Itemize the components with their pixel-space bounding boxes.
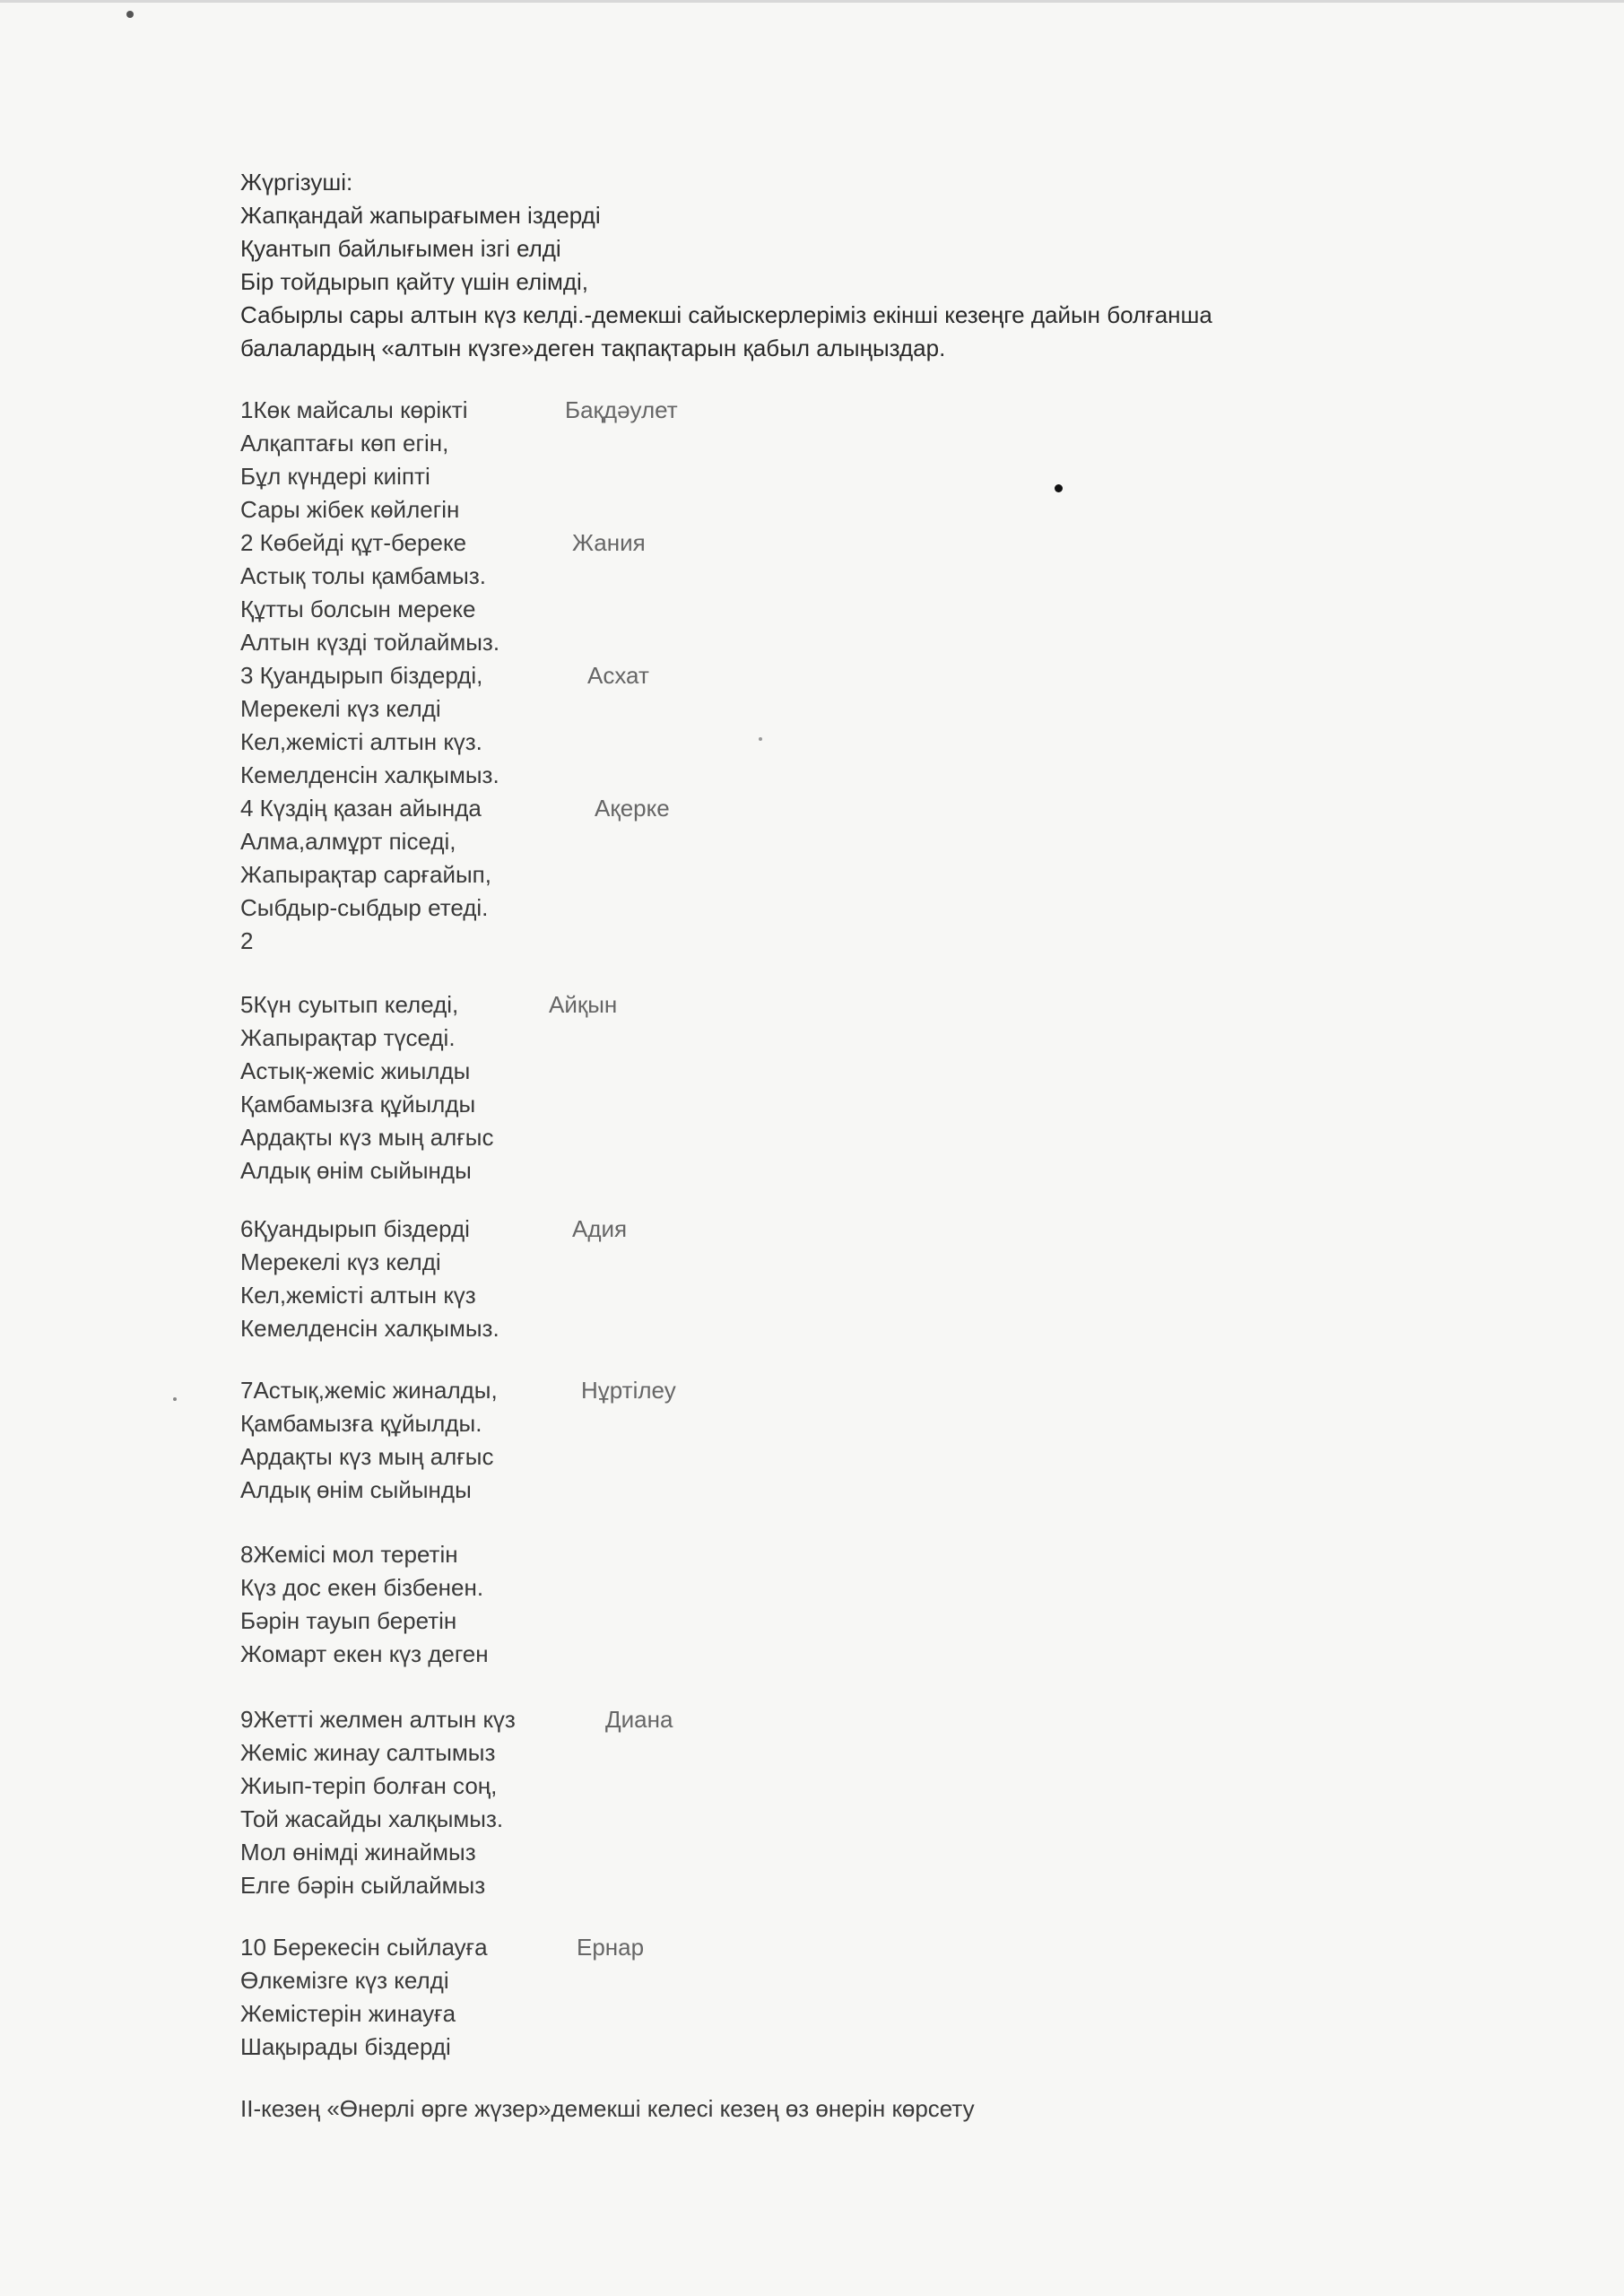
poem-first-line: 8Жемісі мол теретін <box>240 1541 458 1568</box>
poem-line: Қамбамызға құйылды. <box>240 1410 482 1437</box>
poem-first-line: 10 Берекесін сыйлауға <box>240 1934 488 1961</box>
reciter-name: Нұртілеу <box>581 1377 676 1404</box>
scan-speck <box>126 11 134 18</box>
poem-line: Сары жібек көйлегін <box>240 496 460 523</box>
poem-first-line: 2 Көбейді құт-береке <box>240 529 467 556</box>
poem-first-line: 5Күн суытып келеді, <box>240 991 459 1018</box>
poem-line: Кемелденсін халқымыз. <box>240 761 499 788</box>
poem-line: Кел,жемісті алтын күз <box>240 1282 476 1309</box>
reciter-name: Диана <box>605 1706 673 1733</box>
poem-line: Жиып-теріп болған соң, <box>240 1772 498 1799</box>
poem-line: Өлкемізге күз келді <box>240 1967 449 1994</box>
reciter-name: Адия <box>572 1215 628 1242</box>
poem-line: Бұл күндері киіпті <box>240 463 430 490</box>
poem-line: Астық-жеміс жиылды <box>240 1057 471 1084</box>
poem-line: Сыбдыр-сыбдыр етеді. <box>240 894 489 921</box>
poem-line: Алма,алмұрт піседі, <box>240 828 456 855</box>
poem-line: Бәрін тауып беретін <box>240 1607 457 1634</box>
poem-line: Ардақты күз мың алғыс <box>240 1124 494 1151</box>
poem-line: Мерекелі күз келді <box>240 695 441 722</box>
poem-first-line: 6Қуандырып біздерді <box>240 1215 470 1242</box>
poem-line: Мол өнімді жинаймыз <box>240 1839 476 1866</box>
poem-line: Ардақты күз мың алғыс <box>240 1443 494 1470</box>
poem-first-line: 1Көк майсалы көрікті <box>240 396 468 423</box>
scan-speck <box>759 737 762 741</box>
scan-speck <box>1055 484 1063 492</box>
poem-line: Жапырақтар сарғайып, <box>240 861 491 888</box>
poem-line: Алтын күзді тойлаймыз. <box>240 629 500 656</box>
page-number: 2 <box>240 927 254 954</box>
reciter-name: Асхат <box>587 662 649 689</box>
poem-line: Елге бәрін сыйлаймыз <box>240 1872 486 1899</box>
poem-line: Алдық өнім сыйынды <box>240 1476 472 1503</box>
poem-line: Жомарт екен күз деген <box>240 1640 489 1667</box>
poem-line: Қамбамызға құйылды <box>240 1091 476 1118</box>
poem-first-line: 4 Күздің қазан айында <box>240 795 482 822</box>
poem-line: Жапырақтар түседі. <box>240 1024 456 1051</box>
page-edge <box>0 0 1624 3</box>
intro-line: Бір тойдырып қайту үшін елімді, <box>240 268 589 295</box>
reciter-name: Бақдәулет <box>565 396 678 423</box>
reciter-name: Жания <box>572 529 646 556</box>
intro-line: балалардың «алтын күзге»деген тақпақтарын қабыл алыңыздар. <box>240 335 946 361</box>
poem-line: Жеміс жинау салтымыз <box>240 1739 496 1766</box>
intro-line: Сабырлы сары алтын күз келді.-демекші сайыскерлеріміз екінші кезеңге дайын болғанша <box>240 301 1212 328</box>
poem-line: Алқаптағы көп егін, <box>240 430 449 457</box>
scan-speck <box>173 1397 177 1401</box>
reciter-name: Айқын <box>549 991 618 1018</box>
poem-line: Той жасайды халқымыз. <box>240 1805 504 1832</box>
poem-line: Кел,жемісті алтын күз. <box>240 728 482 755</box>
poem-line: Жемістерін жинауға <box>240 2000 456 2027</box>
reciter-name: Ақерке <box>595 795 670 822</box>
intro-line: Қуантып байлығымен ізгі елді <box>240 235 561 262</box>
poem-line: Шақырады біздерді <box>240 2033 451 2060</box>
poem-line: Күз дос екен бізбенен. <box>240 1574 484 1601</box>
poem-line: Құтты болсын мереке <box>240 596 476 622</box>
reciter-name: Ернар <box>577 1934 645 1961</box>
speaker-label: Жүргізуші: <box>240 169 353 196</box>
poem-first-line: 3 Қуандырып біздерді, <box>240 662 483 689</box>
poem-line: Мерекелі күз келді <box>240 1248 441 1275</box>
poem-first-line: 9Жетті желмен алтын күз <box>240 1706 516 1733</box>
poem-line: Астық толы қамбамыз. <box>240 562 487 589</box>
poem-line: Алдық өнім сыйынды <box>240 1157 472 1184</box>
intro-line: Жапқандай жапырағымен іздерді <box>240 202 601 229</box>
poem-line: Кемелденсін халқымыз. <box>240 1315 499 1342</box>
poem-first-line: 7Астық,жеміс жиналды, <box>240 1377 498 1404</box>
stage-footer: ІІ-кезең «Өнерлі өрге жүзер»демекші келесі кезең өз өнерін көрсету <box>240 2095 975 2122</box>
